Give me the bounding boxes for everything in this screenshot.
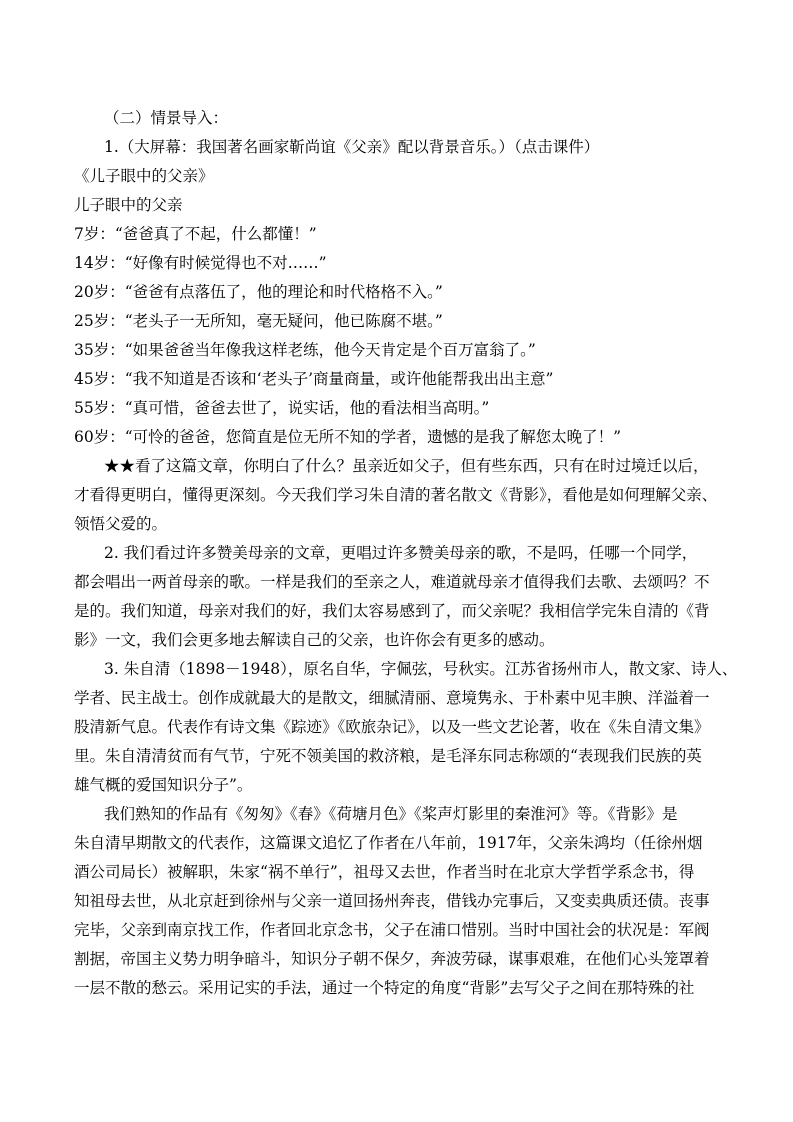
age-line: 14岁：“好像有时候觉得也不对……” [74, 254, 327, 272]
age-line: 20岁：“爸爸有点落伍了，他的理论和时代格格不入。” [74, 283, 443, 301]
paragraph-line: 是的。我们知道，母亲对我们的好，我们太容易感到了，而父亲呢？我相信学完朱自清的《背 [74, 602, 710, 620]
paragraph-line: 都会唱出一两首母亲的歌。一样是我们的至亲之人，难道就母亲才值得我们去歌、去颂吗？不 [74, 573, 710, 591]
age-line: 25岁：“老头子一无所知，毫无疑问，他已陈腐不堪。” [74, 312, 443, 330]
paragraph-line: 完毕，父亲到南京找工作，作者回北京念书，父子在浦口惜别。当时中国社会的状况是：军阀 [74, 921, 710, 939]
paragraph-line: 我们熟知的作品有《匆匆》《春》《荷塘月色》《桨声灯影里的秦淮河》等。《背影》是 [104, 805, 678, 823]
paragraph-3 [74, 655, 738, 800]
paragraph-2 [74, 539, 725, 655]
age-line: 60岁：“可怜的爸爸，您简直是位无所不知的学者，遗憾的是我了解您太晚了！” [74, 428, 622, 446]
age-line: 35岁：“如果爸爸当年像我这样老练，他今天肯定是个百万富翁了。” [74, 341, 536, 359]
paragraph-works [74, 800, 725, 1003]
age-line: 7岁：“爸爸真了不起，什么都懂！” [74, 225, 317, 243]
paragraph-line: 才看得更明白，懂得更深刻。今天我们学习朱自清的著名散文《背影》，看他是如何理解父亲、 [74, 486, 718, 504]
age-line: 45岁：“我不知道是否该和‘老头子’商量商量，或许他能帮我出出主意” [74, 370, 554, 388]
paragraph-line: 一层不散的愁云。采用记实的手法，通过一个特定的角度“背影”去写父子之间在那特殊的社 [74, 979, 695, 997]
paragraph-line: 领悟父爱的。 [74, 515, 168, 533]
paragraph-line: 酒公司局长）被解职，朱家“祸不单行”，祖母又去世，作者当时在北京大学哲学系念书，得 [74, 863, 695, 881]
poem-title: 《儿子眼中的父亲》 [74, 167, 214, 185]
section-heading: （二）情景导入： [104, 109, 229, 127]
item-1: 1.（大屏幕：我国著名画家靳尚谊《父亲》配以背景音乐。）（点击课件） [104, 138, 600, 156]
paragraph-line: 影》一文，我们会更多地去解读自己的父亲，也许你会有更多的感动。 [74, 631, 555, 649]
paragraph-reflection [74, 452, 725, 539]
paragraph-line: 学者、民主战士。创作成就最大的是散文，细腻清丽、意境隽永、于朴素中见丰腴、洋溢着一 [74, 689, 710, 707]
paragraph-line: 股清新气息。代表作有诗文集《踪迹》《欧旅杂记》，以及一些文艺论著，收在《朱自清文集》 [74, 718, 710, 736]
age-line: 55岁：“真可惜，爸爸去世了，说实话，他的看法相当高明。” [74, 399, 490, 417]
paragraph-line: 3. 朱自清（1898－1948），原名自华，字佩弦，号秋实。江苏省扬州市人，散文家、诗人、 [104, 660, 738, 678]
paragraph-line: 2. 我们看过许多赞美母亲的文章，更唱过许多赞美母亲的歌，不是吗，任哪一个同学， [104, 544, 698, 562]
paragraph-line: ★★看了这篇文章，你明白了什么？虽亲近如父子，但有些东西，只有在时过境迁以后， [104, 457, 709, 475]
paragraph-line: 里。朱自清清贫而有气节，宁死不领美国的救济粮，是毛泽东同志称颂的“表现我们民族的英 [74, 747, 702, 765]
paragraph-line: 割据，帝国主义势力明争暗斗，知识分子朝不保夕，奔波劳碌，谋事艰难，在他们心头笼罩着 [74, 950, 710, 968]
paragraph-line: 雄气概的爱国知识分子”。 [74, 776, 253, 794]
paragraph-line: 知祖母去世，从北京赶到徐州与父亲一道回扬州奔丧，借钱办完事后，又变卖典质还债。丧事 [74, 892, 710, 910]
poem-subtitle: 儿子眼中的父亲 [74, 196, 183, 214]
paragraph-line: 朱自清早期散文的代表作，这篇课文追忆了作者在八年前，1917年，父亲朱鸿均（任徐州烟 [74, 834, 703, 852]
